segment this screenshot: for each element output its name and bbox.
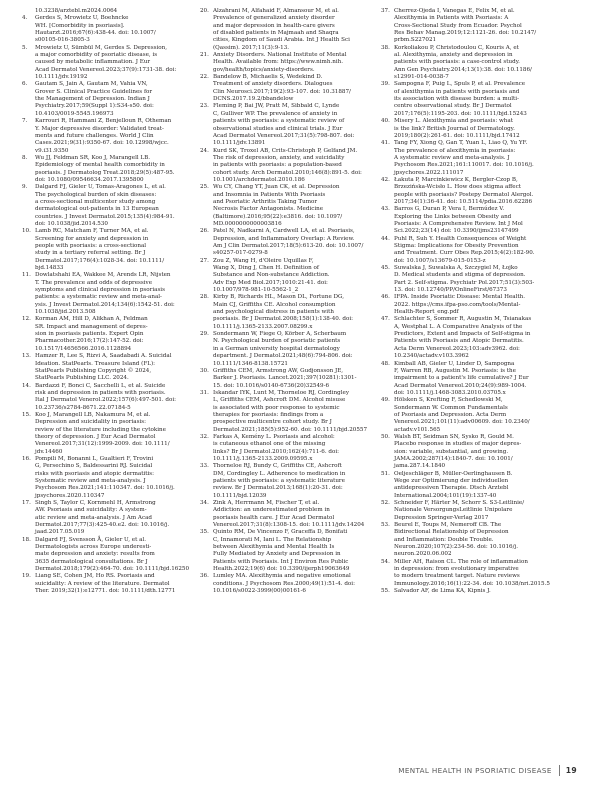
footer-divider — [559, 765, 560, 776]
reference-text: Schneider F, Härter M, Schorr S. S3-Leitlinie/ Nationale VersorgungsLeitlinie Unipolare Depression Springer-Verlag 2017 — [394, 500, 525, 521]
reference-entry — [200, 228, 375, 257]
reference-text: Korkoliakou P, Christodoulou C, Kouris A, et al. Alexithymia, anxiety and depression in patients with psoriasis: a case-control study. Ann Gen Psychiatry.2014;13(1):38. doi: 10.1186/ s12991-014-0038-7 — [394, 44, 532, 81]
reference-entry — [381, 265, 567, 294]
reference-number: 34. — [200, 500, 209, 507]
reference-entry — [22, 81, 192, 118]
reference-text: Wu CY, Chang YT, Juan CK, et al. Depression and Insomnia in Patients With Psoriasis and Psoriatic Arthritis Taking Tumor Necrosis Factor Antagonists. Medicine (Baltimore).2016;95(22):e3816. doi: 10.1097/ MD.0000000000003816 — [213, 184, 343, 227]
reference-entry — [22, 353, 192, 382]
reference-number: 15. — [22, 411, 31, 418]
references-column-3 — [381, 8, 567, 596]
reference-text: Quinto RM, De Vincenzo F, Graceffa D, Bonifati C, Innamorati M, Iani L. The Relationship between Alexithymia and Mental Health Is Fully Mediated by Anxiety and Depression in Patients with Psoriasis. Int J Environ Res Public Health.2022;19(6) doi: 10.3390/ijerph19063649 — [213, 529, 350, 573]
reference-number: 29. — [200, 331, 209, 338]
reference-number: 20. — [200, 8, 209, 14]
reference-entry — [381, 294, 567, 316]
reference-text: Salvador AF, de Lima KA, Kipnis J. — [394, 588, 491, 595]
reference-number: 47. — [381, 316, 390, 323]
reference-entry — [381, 522, 567, 559]
reference-entry — [22, 456, 192, 500]
reference-entry — [200, 184, 375, 228]
reference-entry — [200, 294, 375, 331]
reference-text: Barros G, Duran P, Vera I, Bermúdez V. Exploring the Links between Obesity and Psoriasis: A Comprehensive Review. Int J Mol Sci.2022;23(14) doi: 10.3390/ijms23147499 — [394, 206, 523, 235]
reference-entry — [22, 45, 192, 82]
reference-number: 22. — [200, 74, 209, 81]
reference-number: 38. — [381, 44, 390, 51]
reference-number: 49. — [381, 397, 390, 404]
running-title: MENTAL HEALTH IN PSORIATIC DISEASE — [398, 765, 552, 775]
reference-entry — [381, 8, 567, 45]
reference-number: 9. — [22, 184, 28, 191]
reference-text: Dalgard FJ, Gieler U, Tomas-Aragones L, et al. The psychological burden of skin diseases: a cross-sectional multicenter study among dermatological out-patients in 13 European countries. J Invest Dermatol.2015;135(4):984-91. doi: 10.1038/jid.2014.530 — [35, 184, 175, 227]
reference-text: Łakuta P, Marcinkiewicz K, Bergler-Czop B, Brzezińska-Wcisło L. How does stigma affect people with psoriasis? Postepy Dermatol Alergol. 2017;34(1):36-41. doi: 10.5114/pdia.2016.62286 — [394, 176, 534, 205]
reference-text: Pompili M, Bonanni L, Gualtieri F, Trovini G, Persechino S, Baldessarini RJ. Suicidal risks with psoriasis and atopic dermatitis: Systematic review and meta-analysis. J Psychosom Res.2021;141:110347. doi: 10.1016/j. jpsychores.2020.110347 — [35, 455, 175, 499]
reference-text: Walsh BT, Seidman SN, Sysko R, Gould M. Placebo response in studies of major depres- sion: variable, substantial, and growing. JAMA.2002;287(14):1840-7. doi: 10.1001/ jama.287.14.1840 — [394, 433, 522, 470]
reference-number: 51. — [381, 470, 390, 477]
reference-number: 45. — [381, 265, 390, 272]
reference-entry — [22, 8, 192, 15]
reference-number: 18. — [22, 536, 31, 543]
reference-text: Karrouri R, Hammani Z, Benjelloun R, Otheman Y. Major depressive disorder: Validated treat- ments and future challenges. World J Clin Cases.2021;9(31):9350-67. doi: 10.12998/wjcc. v9.i31.9350 — [35, 118, 172, 154]
reference-number: 32. — [200, 433, 209, 440]
reference-text: Koo J, Marangell LB, Nakamura M, et al. Depression and suicidality in psoriasis: review of the literature including the cytokine theory of depression. J Eur Acad Dermatol Venereol.2017;31(12):1999-2009. doi: 10.1111/ jdv.14460 — [35, 411, 170, 455]
reference-entry — [22, 184, 192, 228]
reference-number: 13. — [22, 353, 31, 360]
reference-number: 31. — [200, 389, 209, 396]
reference-text: Iskandar IYK, Lunt M, Thorneloe RJ, Cordingley L, Griffiths CEM, Ashcroft DM. Alcohol misuse is associated with poor response to systemic therapies for psoriasis: findings from a prospective multicentre cohort study. Br J Dermatol.2021;185(5):952-60. doi: 10.1111/bjd.20557 — [213, 389, 368, 433]
reference-text: Sampogna F, Puig L, Spuls P, et al. Prevalence of alexithymia in patients with psoriasis and its association with disease burden: a multi- centre observational study. Br J Dermatol 2017;176(5):1195-203. doi: 10.1111/bjd.15243 — [394, 81, 527, 117]
reference-entry — [22, 228, 192, 272]
reference-number: 8. — [22, 154, 28, 161]
reference-text: Gerdes S, Mrowietz U, Boehncke WH. [Comorbidity in psoriasis]. Hautarzt.2016;67(6):438-44. doi: 10.1007/ s00105-016-3805-3 — [35, 15, 156, 44]
reference-entry — [200, 74, 375, 103]
reference-entry — [381, 206, 567, 235]
reference-text: Bardazzi F, Bonci C, Sacchelli L, et al. Suicide risk and depression in patients with psoriasis. Ital J Dermatol Venerol.2022;157(6):497-501. doi: 10.23736/s2784-8671.22.07184-5 — [35, 382, 177, 411]
page-footer — [352, 764, 577, 776]
reference-number: 36. — [200, 573, 209, 580]
reference-number: 43. — [381, 206, 390, 213]
reference-number: 7. — [22, 118, 28, 125]
reference-number: 26. — [200, 228, 209, 235]
reference-text: IFPA. Inside Psoriatic Disease: Mental Health. 2022. https://cms.ifpa-pso.com/tools/Mental- Health-Report_eng.pdf — [394, 294, 526, 316]
reference-number: 39. — [381, 81, 390, 88]
reference-entry — [22, 272, 192, 316]
reference-number: 23. — [200, 103, 209, 110]
reference-text: Patel N, Nadkarni A, Cardwell LA, et al. Psoriasis, Depression, and Inflammatory Overlap: A Review. Am J Clin Dermatol.2017;18(5):613-20. doi: 10.1007/ s40257-017-0279-8 — [213, 228, 364, 257]
reference-number: 33. — [200, 463, 209, 470]
reference-text: Liang SE, Cohen JM, Ho RS. Psoriasis and suicidality: A review of the literature. Dermatol Ther. 2019;32(1):e12771. doi: 10.1111/dth.12771 — [35, 573, 176, 595]
reference-text: Korman AM, Hill D, Alikhan A, Feldman SR. Impact and management of depres- sion in psoriasis patients. Expert Opin Pharmacother.2016;17(2):147-52. doi: 10.1517/14656566.2016.1128894 — [35, 316, 148, 352]
reference-text: Wu JJ, Feldman SR, Koo J, Marangell LB. Epidemiology of mental health comorbidity in psoriasis. J Dermatolog Treat.2018;29(5):487-95. doi: 10.1080/09546634.2017.1395800 — [35, 154, 175, 183]
reference-entry — [200, 52, 375, 74]
reference-text: Alzahrani M, Alfahaid F, Almansour M, et al. Prevalence of generalized anxiety disorder and major depression in health-care givers of disabled patients in Majmaah and Shaqra cities, Kingdom of Saudi Arabia. Int J Health Sci (Qassim). 2017;11(3):9-13. — [213, 8, 350, 51]
reference-entry — [381, 118, 567, 140]
reference-number: 54. — [381, 558, 390, 565]
reference-entry — [381, 397, 567, 434]
reference-number: 48. — [381, 360, 390, 367]
reference-entry — [381, 471, 567, 500]
reference-number: 52. — [381, 500, 390, 507]
reference-entry — [200, 434, 375, 463]
reference-text: Cherrez-Ojeda I, Vanegas E, Felix M, et al. Alexithymia in Patients with Psoriasis: A Cross-Sectional Study from Ecuador. Psychol Res Behav Manag.2019;12:1121-26. doi: 10.2147/ prbm.S227021 — [394, 8, 537, 44]
reference-number: 17. — [22, 500, 31, 507]
reference-text: Gautam S, Jain A, Gautam M, Vahia VN, Grover S. Clinical Practice Guidelines for the Management of Depression. Indian J Psychiatry.2017;59(Suppl 1):S34-s50. doi: 10.4103/0019-5545.196973 — [35, 81, 154, 117]
reference-entry — [22, 316, 192, 353]
reference-entry — [200, 368, 375, 390]
reference-number: 19. — [22, 573, 31, 580]
reference-text: Oeljeschläger B, Müller-Oerlinghausen B. Wege zur Optimierung der individuellen antidepressiven Therapie. Dtsch Arztebl International.2004;101(19):1337-40 — [394, 470, 513, 499]
reference-text: Anxiety Disorders. National Institute of Mental Health. Available from: https://www.nimh.nih. gov/health/topics/anxiety-disorders. — [213, 52, 347, 73]
reference-text: Griffiths CEM, Armstrong AW, Gudjonsson JE, Barker J. Psoriasis. Lancet.2021;397(10281):1301- 15. doi: 10.1016/s0140-6736(20)32549-6 — [213, 367, 357, 389]
reference-entry — [200, 463, 375, 500]
reference-number: 25. — [200, 184, 209, 191]
reference-entry — [22, 537, 192, 574]
reference-number: 10. — [22, 228, 31, 235]
reference-number: 40. — [381, 118, 390, 125]
reference-number: 30. — [200, 367, 209, 374]
reference-text: Sondermann W, Fiege O, Körber A, Scherbaum N. Psychological burden of psoriatic patients in a German university hospital dermatology department. J Dermatol.2021;48(6):794-806. doi: 10.1111/1346-8138.15721 — [213, 331, 353, 367]
reference-text: Kimball AB, Gieler U, Linder D, Sampogna F, Warren RB, Augustin M. Psoriasis: is the impairment to a patient's life cumulative? J Eur Acad Dermatol Venereol.2010;24(9):989-1004. doi: 10.1111/j.1468-3083.2010.03705.x — [394, 360, 529, 396]
reference-text: Thorneloe RJ, Bundy C, Griffiths CE, Ashcroft DM, Cordingley L. Adherence to medication in patients with psoriasis: a systematic literature review. Br J Dermatol.2013;168(1):20-31. doi: 10.1111/bjd.12039 — [213, 463, 346, 499]
reference-number: 35. — [200, 529, 209, 536]
reference-text: Bandelow B, Michaelis S, Wedekind D. Treatment of anxiety disorders. Dialogues Clin Neurosci.2017;19(2):93-107. doi: 10.31887/ DCNS.2017.19.2/bbandelow — [213, 74, 351, 103]
reference-text: Zink A, Herrmann M, Fischer T, et al. Addiction: an underestimated problem in psoriasis health care. J Eur Acad Dermatol Venereol.2017;31(8):1308-15. doi: 10.1111/jdv.14204 — [213, 500, 365, 529]
reference-text: Schlachter S, Sommer R, Augustin M, Tsianakas A, Westphal L. A Comparative Analysis of the Predictors, Extent and Impacts of Self-stigma in Patients with Psoriasis and Atopic Dermatitis. Acta Derm Venereol.2023;103:adv3962. doi: 10.2340/actadv.v103.3962 — [394, 316, 532, 360]
reference-number: 12. — [22, 316, 31, 323]
reference-text: Mrowietz U, Sümbül M, Gerdes S. Depression, a major comorbidity of psoriatic disease, is caused by metabolic inflammation. J Eur Acad Dermatol Venereol.2023;37(9):1731-38. doi: 10.1111/jdv.19192 — [35, 44, 177, 81]
reference-entry — [381, 45, 567, 82]
reference-entry — [22, 383, 192, 412]
reference-text: Kirby B, Richards HL, Mason DL, Fortune DG, Main CJ, Griffiths CE. Alcohol consumption and psychological distress in patients with psoriasis. Br J Dermatol.2008;158(1):138-40. doi: 10.1111/j.1365-2133.2007.08299.x — [213, 294, 354, 330]
reference-number: 50. — [381, 433, 390, 440]
reference-entry — [200, 148, 375, 185]
references-column-2 — [200, 8, 375, 596]
reference-text: Zou Z, Wang H, d'Oleire Uquillas F, Wang X, Ding J, Chen H. Definition of Substance and Non-substance Addiction. Adv Exp Med Biol.2017;1010:21-41. doi: 10.1007/978-981-10-5562-1_2 — [213, 257, 330, 294]
reference-text: Suwalska J, Suwalska A, Szczygiel M, Łojko D. Medical students and stigma of depression. Part 2. Self-stigma. Psychiatr Pol.2017;51(3):503- 13. doi: 10.12740/PP/OnlineFirst/67373 — [394, 265, 535, 294]
reference-number: 55. — [381, 588, 390, 595]
reference-entry — [381, 588, 567, 595]
reference-entry — [22, 412, 192, 456]
reference-entry — [381, 361, 567, 398]
reference-number: 14. — [22, 382, 31, 389]
reference-text: Miller AH, Raison CL. The role of inflammation in depression: from evolutionary imperative to modern treatment target. Nature reviews Immunology.2016;16(1):22-34. doi: 10.1038/nri.2015.5 — [394, 558, 550, 587]
reference-text: Fleming P, Bai JW, Pratt M, Sibbald C, Lynde C, Gulliver WP. The prevalence of anxiety in patients with psoriasis: a systematic review of observational studies and clinical trials. J Eur Acad Dermatol Venereol.2017;31(5):798-807. doi: 10.1111/jdv.13891 — [213, 103, 355, 147]
reference-entry — [200, 573, 375, 595]
reference-text: Kurd SK, Troxel AB, Crits-Christoph P, Gelfand JM. The risk of depression, anxiety, and suicidality in patients with psoriasis: a population-based cohort study. Arch Dermatol.2010;146(8):891-5. doi: 10.1001/archdermatol.2010.186 — [213, 147, 362, 183]
reference-number: 4. — [22, 15, 28, 22]
reference-number: 24. — [200, 147, 209, 154]
reference-number: 21. — [200, 52, 209, 59]
reference-number: 11. — [22, 272, 31, 279]
reference-text: 10.3238/arztebl.m2024.0064 — [35, 8, 118, 14]
reference-text: Hölsken S, Krefting F, Schedlowski M, Sondermann W. Common Fundamentals of Psoriasis and Depression. Acta Derm Venereol.2021;101(11):adv00609. doi: 10.2340/ actadv.v101.565 — [394, 397, 530, 433]
reference-text: Lamb RC, Matcham F, Turner MA, et al. Screening for anxiety and depression in people with psoriasis: a cross-sectional study in a tertiary referral setting. Br J Dermatol.2017;176(4):1028-34. doi: 10.1111/ bjd.14833 — [35, 228, 165, 272]
reference-number: 16. — [22, 455, 31, 462]
reference-text: Lumley MA. Alexithymia and negative emotional conditions. J Psychosom Res.2000;49(1):51-4. doi: 10.1016/s0022-3999(00)00161-6 — [213, 573, 355, 595]
reference-entry — [381, 177, 567, 206]
reference-number: 37. — [381, 8, 390, 14]
reference-entry — [381, 140, 567, 177]
reference-number: 27. — [200, 257, 209, 264]
reference-number: 53. — [381, 522, 390, 529]
reference-entry — [200, 258, 375, 295]
reference-entry — [381, 316, 567, 360]
reference-entry — [381, 559, 567, 588]
reference-entry — [200, 529, 375, 573]
reference-entry — [381, 500, 567, 522]
reference-text: Singh S, Taylor C, Kornmehl H, Armstrong AW. Psoriasis and suicidality: A system- atic review and meta-analysis. J Am Acad Dermatol.2017;77(3):425-40.e2. doi: 10.1016/j. jaad.2017.05.019 — [35, 500, 170, 536]
reference-entry — [381, 434, 567, 471]
reference-text: Dowlatshahi EA, Wakkee M, Arends LR, Nijsten T. The prevalence and odds of depressive symptoms and clinical depression in psoriasis patients: a systematic review and meta-anal- ysis. J Invest Dermatol.2014;134(6):1542-51. doi: 10.1038/jid.2013.508 — [35, 272, 175, 316]
reference-text: Dalgard FJ, Svensson Å, Gieler U, et al. Dermatologists across Europe underesti- mate depression and anxiety: results from 3635 dermatological consultations. Br J Dermatol.2018;179(2):464-70. doi: 10.1111/bjd.16250 — [35, 536, 190, 573]
reference-text: Tang FY, Xiong Q, Gan T, Yuan L, Liao Q, Yu YF. The prevalence of alexithymia in psoriasis: A systematic review and meta-analysis. J Psychosom Res.2021;161:110017. doi: 10.1016/j. jpsychores.2022.111017 — [394, 140, 534, 176]
reference-number: 41. — [381, 140, 390, 147]
page-number: 19 — [565, 765, 577, 775]
reference-entry — [22, 118, 192, 155]
reference-text: Misery L. Alexithymia and psoriasis: what is the link? British Journal of Dermatology. 2019;180(2):261-61. doi: 10.1111/bjd.17412 — [394, 118, 520, 139]
reference-text: Puhl R, Suh Y. Health Consequences of Weight Stigma: Implications for Obesity Prevention and Treatment. Curr Obes Rep.2015;4(2):182-90. doi: 10.1007/s13679-015-0153-z — [394, 235, 535, 264]
reference-entry — [200, 331, 375, 368]
reference-entry — [200, 103, 375, 147]
references-column-1 — [22, 8, 192, 596]
reference-number: 42. — [381, 176, 390, 183]
reference-number: 6. — [22, 81, 28, 88]
reference-text: Beurel E, Toups M, Nemeroff CB. The Bidirectional Relationship of Depression and Inflammation: Double Trouble. Neuron.2020;107(2):234-56. doi: 10.1016/j. neuron.2020.06.002 — [394, 522, 519, 558]
reference-text: Hamzer R, Lee S, Rizvi A, Saadabadi A. Suicidal Ideation. StatPearls. Treasure Island (FL): StatPearls Publishing Copyright © 2024, StatPearls Publishing LLC. 2024. — [35, 353, 172, 382]
reference-entry — [200, 8, 375, 52]
reference-entry — [381, 236, 567, 265]
reference-text: Farkas A, Kemény L. Psoriasis and alcohol: is cutaneous ethanol one of the missing links? Br J Dermatol.2010;162(4):711-6. doi: 10.1111/j.1365-2133.2009.09595.x — [213, 433, 340, 462]
reference-entry — [22, 500, 192, 537]
reference-entry — [200, 500, 375, 529]
reference-entry — [22, 155, 192, 184]
reference-entry — [22, 573, 192, 595]
reference-number: 5. — [22, 44, 28, 51]
reference-entry — [22, 15, 192, 44]
reference-number: 28. — [200, 294, 209, 301]
reference-entry — [200, 390, 375, 434]
reference-entry — [381, 81, 567, 118]
reference-number: 46. — [381, 294, 390, 301]
reference-number: 44. — [381, 235, 390, 242]
